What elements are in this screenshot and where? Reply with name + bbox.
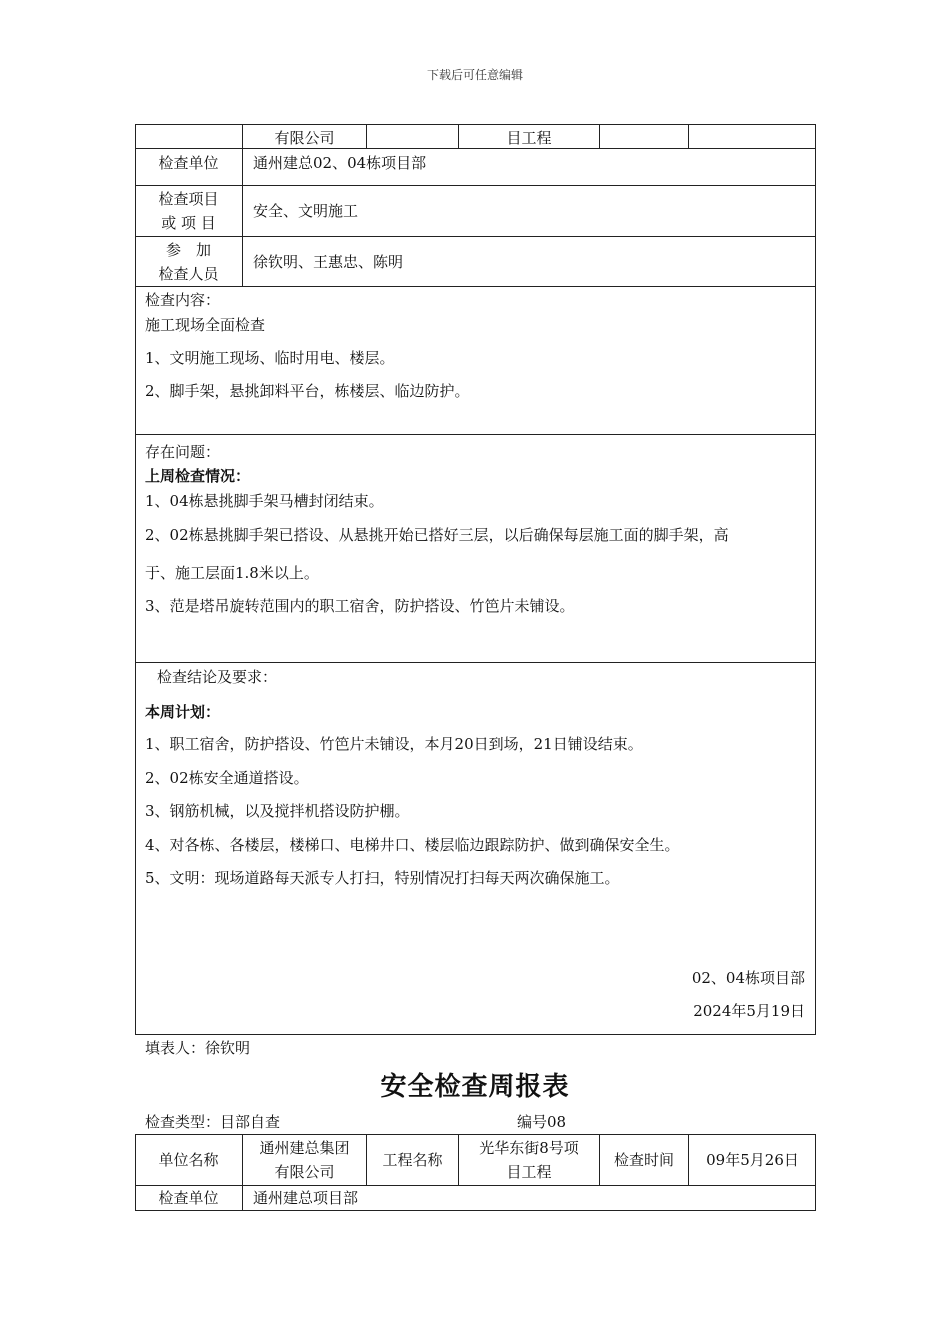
- sign-department: 02、04栋项目部: [691, 969, 805, 987]
- check-time-value: 09年5月26日: [706, 1151, 799, 1169]
- problems-line-2: 2、02栋悬挑脚手架已搭设、从悬挑开始已搭好三层，以后确保每层施工面的脚手架，高: [145, 526, 729, 544]
- content-line-1: 1、文明施工现场、临时用电、楼层。: [145, 349, 395, 367]
- report-number: 编号08: [517, 1113, 567, 1131]
- conclusion-subtitle: 本周计划：: [145, 703, 221, 721]
- top-row-project: 目工程: [506, 129, 552, 147]
- inspect-people-label-1: 参 加: [165, 241, 211, 259]
- conclusion-line-2: 2、02栋安全通道搭设。: [145, 769, 309, 787]
- problems-line-3: 于、施工层面1.8米以上。: [145, 564, 319, 582]
- inspect-item-value: 安全、文明施工: [253, 202, 359, 220]
- problems-line-1: 1、04栋悬挑脚手架马槽封闭结束。: [145, 492, 384, 510]
- unit-name-value-2: 有限公司: [274, 1163, 335, 1181]
- problems-line-4: 3、范是塔吊旋转范围内的职工宿舍，防护搭设、竹笆片未铺设。: [145, 597, 575, 615]
- conclusion-line-3: 3、钢筋机械，以及搅拌机搭设防护棚。: [145, 802, 410, 820]
- problems-title: 存在问题：: [145, 443, 221, 461]
- filler-name: 填表人：徐钦明: [145, 1039, 251, 1057]
- problems-subtitle: 上周检查情况：: [145, 467, 251, 485]
- inspect-people-value: 徐钦明、王惠忠、陈明: [253, 253, 404, 271]
- project-name-value-2: 目工程: [506, 1163, 552, 1181]
- sign-date: 2024年5月19日: [693, 1002, 805, 1020]
- report-inspect-unit-value: 通州建总项目部: [253, 1189, 359, 1207]
- top-row-company: 有限公司: [274, 129, 335, 147]
- project-name-label: 工程名称: [382, 1151, 443, 1169]
- inspect-people-label-2: 检查人员: [158, 265, 219, 283]
- conclusion-line-4: 4、对各栋、各楼层，楼梯口、电梯井口、楼层临边跟踪防护、做到确保安全生。: [145, 836, 680, 854]
- content-title: 检查内容：: [145, 291, 221, 309]
- report-inspect-unit-label: 检查单位: [158, 1189, 219, 1207]
- conclusion-line-5: 5、文明：现场道路每天派专人打扫，特别情况打扫每天两次确保施工。: [145, 869, 620, 887]
- conclusion-title: 检查结论及要求：: [157, 668, 278, 686]
- inspect-unit-label: 检查单位: [158, 154, 219, 172]
- report-title: 安全检查周报表: [380, 1072, 570, 1102]
- content-line-2: 2、脚手架，悬挑卸料平台，栋楼层、临边防护。: [145, 382, 470, 400]
- inspect-item-label-1: 检查项目: [158, 190, 219, 208]
- check-type: 检查类型：目部自查: [145, 1113, 281, 1131]
- header-note: 下载后可任意编辑: [426, 68, 523, 82]
- content-line-0: 施工现场全面检查: [145, 316, 266, 334]
- check-time-label: 检查时间: [613, 1151, 674, 1169]
- unit-name-label: 单位名称: [158, 1151, 219, 1169]
- inspect-unit-value: 通州建总02、04栋项目部: [253, 154, 427, 172]
- inspect-item-label-2: 或 项 目: [161, 214, 216, 232]
- conclusion-line-1: 1、职工宿舍，防护搭设、竹笆片未铺设，本月20日到场，21日铺设结束。: [145, 735, 643, 753]
- project-name-value-1: 光华东街8号项: [479, 1139, 579, 1157]
- unit-name-value-1: 通州建总集团: [259, 1139, 350, 1157]
